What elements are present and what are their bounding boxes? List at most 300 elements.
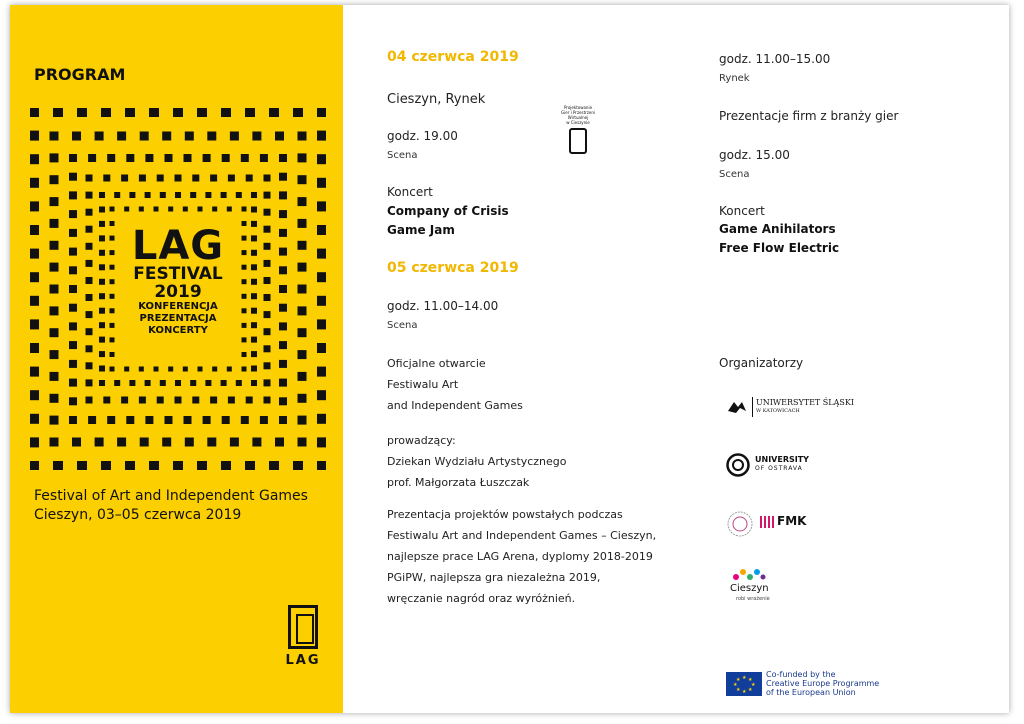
pattern-square — [212, 207, 217, 212]
pattern-square — [190, 192, 196, 198]
pattern-square — [241, 416, 249, 424]
us-emblem-icon — [726, 399, 748, 417]
pattern-square — [69, 210, 77, 218]
pattern-square — [140, 438, 149, 447]
pattern-square — [260, 416, 268, 424]
pattern-square — [317, 131, 326, 141]
pattern-square — [251, 221, 257, 227]
pattern-square — [126, 154, 134, 162]
pattern-square — [264, 175, 271, 182]
pattern-square — [125, 461, 135, 470]
pattern-square — [168, 207, 173, 212]
pattern-square — [129, 380, 135, 386]
pattern-square — [183, 207, 188, 212]
pattern-square — [252, 438, 261, 447]
hosts-line: prowadzący: — [387, 434, 456, 447]
pattern-square — [205, 380, 211, 386]
pattern-square — [50, 153, 59, 162]
pattern-square — [184, 154, 192, 162]
pattern-square — [99, 337, 105, 343]
pattern-square — [197, 108, 207, 117]
pattern-square — [88, 416, 96, 424]
pattern-square — [149, 461, 159, 470]
pattern-square — [279, 210, 287, 218]
presentation-line: najlepsze prace LAG Arena, dyplomy 2018-2019 — [387, 550, 653, 563]
pattern-square — [50, 263, 59, 272]
lag-logo-mark-icon — [288, 605, 318, 649]
pattern-square — [53, 108, 63, 117]
pattern-square — [50, 372, 59, 381]
pattern-square — [110, 323, 115, 328]
pattern-square — [207, 132, 216, 141]
pattern-square — [110, 207, 115, 212]
fmk-bars-icon — [760, 516, 776, 528]
pattern-square — [251, 192, 257, 198]
pattern-square — [264, 397, 271, 404]
cieszyn-hexagons-icon — [732, 568, 766, 582]
pattern-square — [175, 380, 181, 386]
pattern-square — [95, 132, 104, 141]
pattern-square — [50, 175, 59, 184]
pattern-square — [279, 285, 287, 293]
pattern-square — [279, 154, 287, 162]
pattern-square — [264, 345, 271, 352]
pattern-square — [72, 438, 81, 447]
pattern-square — [228, 397, 235, 404]
pattern-square — [69, 322, 77, 330]
pattern-square — [221, 461, 231, 470]
pattern-square — [317, 272, 326, 282]
day2-opening — [387, 353, 523, 416]
festival-dates: Cieszyn, 03–05 czerwca 2019 — [34, 507, 242, 523]
pattern-square — [236, 380, 242, 386]
day2-time: godz. 11.00–14.00 — [387, 299, 499, 313]
pattern-square — [110, 337, 115, 342]
pattern-square — [317, 225, 326, 235]
stamp-line: Gier i Przestrzeni — [560, 110, 596, 115]
pattern-square — [279, 229, 287, 237]
pattern-square — [30, 201, 39, 211]
pattern-square — [69, 397, 77, 405]
pattern-square — [293, 108, 303, 117]
day2-hosts — [387, 430, 567, 493]
pattern-square — [114, 380, 120, 386]
pattern-square — [162, 132, 171, 141]
pattern-square — [317, 390, 326, 400]
festival-name: Festival of Art and Independent Games — [34, 488, 308, 504]
pattern-square — [242, 207, 247, 212]
pattern-square — [86, 209, 93, 216]
pattern-square — [251, 207, 257, 213]
pattern-square — [298, 438, 307, 447]
pattern-square — [317, 154, 326, 164]
cieszyn-logo — [726, 568, 786, 608]
pattern-square — [236, 192, 242, 198]
pattern-square — [245, 461, 255, 470]
pattern-square — [145, 380, 151, 386]
pattern-square — [30, 131, 39, 141]
poster-lag: LAG — [131, 223, 225, 269]
us-divider — [752, 397, 753, 417]
pattern-square — [279, 322, 287, 330]
pattern-square — [298, 306, 307, 315]
pattern-square — [317, 201, 326, 211]
day2-time-concert: godz. 15.00 — [719, 148, 790, 162]
pattern-square — [251, 264, 257, 270]
pattern-square — [69, 360, 77, 368]
pattern-square — [317, 461, 326, 470]
pattern-square — [139, 175, 146, 182]
pattern-square — [298, 328, 307, 337]
pattern-square — [50, 285, 59, 294]
pattern-square — [251, 250, 257, 256]
us-city: W KATOWICACH — [756, 408, 800, 414]
day2-band1: Game Anihilators — [719, 222, 836, 236]
pattern-square — [30, 108, 39, 117]
pattern-square — [99, 279, 105, 285]
pattern-square — [185, 438, 194, 447]
pattern-square — [317, 108, 326, 117]
pattern-square — [298, 372, 307, 381]
pattern-square — [183, 367, 188, 372]
pattern-square — [264, 192, 271, 199]
day1-event-type: Koncert — [387, 185, 433, 199]
pattern-square — [298, 132, 307, 141]
pattern-square — [50, 219, 59, 228]
pattern-square — [251, 380, 257, 386]
day2-venue-rynek: Rynek — [719, 73, 750, 84]
pattern-square — [279, 416, 287, 424]
pattern-square — [251, 322, 257, 328]
pattern-square — [242, 236, 247, 241]
eu-line2: Creative Europe Programme — [766, 679, 880, 688]
day1-time: godz. 19.00 — [387, 129, 458, 143]
pattern-square — [125, 108, 135, 117]
pattern-square — [245, 108, 255, 117]
pattern-square — [30, 249, 39, 259]
day2-venue-scena: Scena — [719, 169, 750, 180]
day1-place: Cieszyn, Rynek — [387, 92, 486, 107]
pattern-square — [279, 304, 287, 312]
pattern-square — [69, 341, 77, 349]
pattern-square — [264, 362, 271, 369]
pattern-square — [210, 175, 217, 182]
pattern-square — [95, 438, 104, 447]
pattern-square — [298, 263, 307, 272]
pattern-square — [242, 279, 247, 284]
lag-logo-text: LAG — [285, 653, 321, 668]
pattern-square — [168, 367, 173, 372]
pattern-square — [251, 235, 257, 241]
pattern-square — [293, 461, 303, 470]
pattern-square — [86, 311, 93, 318]
pattern-square — [175, 175, 182, 182]
pattern-square — [86, 362, 93, 369]
pattern-square — [30, 367, 39, 377]
poster-konferencja: KONFERENCJA — [138, 301, 218, 312]
pattern-square — [140, 132, 149, 141]
pattern-square — [50, 416, 59, 425]
pattern-square — [317, 319, 326, 329]
pattern-square — [53, 461, 63, 470]
pattern-square — [101, 108, 111, 117]
pattern-square — [251, 351, 257, 357]
pattern-square — [298, 219, 307, 228]
pattern-square — [139, 367, 144, 372]
pattern-square — [30, 390, 39, 400]
pattern-square — [86, 260, 93, 267]
pattern-square — [117, 438, 126, 447]
pattern-square — [173, 461, 183, 470]
pattern-square — [221, 192, 227, 198]
pattern-square — [246, 175, 253, 182]
pattern-square — [241, 154, 249, 162]
pattern-square — [222, 154, 230, 162]
pattern-square — [279, 191, 287, 199]
pattern-square — [110, 279, 115, 284]
pattern-square — [50, 241, 59, 250]
pattern-square — [192, 397, 199, 404]
pattern-square — [157, 175, 164, 182]
osu-emblem-icon — [726, 453, 750, 477]
pattern-square — [198, 367, 203, 372]
pattern-square — [72, 132, 81, 141]
pattern-square — [242, 250, 247, 255]
day1-date: 04 czerwca 2019 — [387, 49, 519, 65]
pattern-square — [162, 438, 171, 447]
pattern-square — [317, 249, 326, 259]
fmk-text: FMK — [777, 514, 807, 528]
pattern-square — [269, 108, 279, 117]
pattern-square — [69, 154, 77, 162]
pattern-square — [149, 108, 159, 117]
pattern-square — [30, 272, 39, 282]
pattern-square — [99, 380, 105, 386]
pattern-square — [251, 337, 257, 343]
pattern-square — [165, 154, 173, 162]
pattern-square — [110, 352, 115, 357]
poster-title — [122, 223, 234, 337]
pattern-square — [264, 209, 271, 216]
pattern-square — [251, 308, 257, 314]
pattern-square — [242, 265, 247, 270]
pattern-square — [50, 394, 59, 403]
pattern-square — [251, 293, 257, 299]
day2-companies-event: Prezentacje firm z branży gier — [719, 109, 899, 123]
pattern-square — [175, 192, 181, 198]
pattern-square — [50, 328, 59, 337]
osu-line2: OF OSTRAVA — [755, 465, 803, 472]
pattern-square — [246, 397, 253, 404]
pattern-square — [230, 438, 239, 447]
pattern-square — [69, 285, 77, 293]
pattern-square — [212, 367, 217, 372]
pattern-square — [252, 132, 261, 141]
pattern-square — [99, 264, 105, 270]
pattern-square — [110, 308, 115, 313]
opening-line: Oficjalne otwarcie — [387, 357, 486, 370]
osu-line1: UNIVERSITY — [755, 455, 809, 464]
day1-venue: Scena — [387, 150, 418, 161]
pattern-square — [222, 416, 230, 424]
pattern-square — [103, 397, 110, 404]
pattern-square — [30, 343, 39, 353]
pattern-square — [157, 397, 164, 404]
poster-panel — [10, 5, 343, 713]
pattern-square — [30, 296, 39, 306]
eu-flag-icon: ★ ★ ★ ★ ★ ★ ★ ★ — [726, 672, 762, 696]
pattern-square — [30, 178, 39, 188]
pattern-square — [165, 416, 173, 424]
pattern-square — [298, 350, 307, 359]
pattern-square — [317, 367, 326, 377]
pattern-square — [99, 308, 105, 314]
pattern-square — [317, 178, 326, 188]
eu-text — [766, 670, 879, 697]
pattern-square — [30, 414, 39, 424]
pattern-square — [99, 221, 105, 227]
pattern-square — [99, 351, 105, 357]
hosts-line: Dziekan Wydziału Artystycznego — [387, 455, 567, 468]
university-silesia-logo — [726, 397, 854, 419]
pattern-square — [101, 461, 111, 470]
pattern-square — [242, 337, 247, 342]
opening-line: and Independent Games — [387, 399, 523, 412]
pattern-square — [110, 367, 115, 372]
pattern-square — [279, 379, 287, 387]
pattern-square — [203, 154, 211, 162]
pattern-square — [69, 173, 77, 181]
pattern-square — [86, 397, 93, 404]
pattern-square — [269, 461, 279, 470]
pattern-square — [99, 250, 105, 256]
day2-event-type: Koncert — [719, 204, 765, 218]
pattern-square — [145, 416, 153, 424]
day2-date: 05 czerwca 2019 — [387, 260, 519, 276]
pattern-square — [124, 367, 129, 372]
pattern-square — [121, 175, 128, 182]
pattern-square — [30, 461, 39, 470]
pattern-square — [317, 296, 326, 306]
day1-band2: Game Jam — [387, 223, 455, 237]
hosts-line: prof. Małgorzata Łuszczak — [387, 476, 530, 489]
pattern-square — [69, 266, 77, 274]
pattern-square — [139, 207, 144, 212]
organizers-label: Organizatorzy — [719, 356, 804, 370]
pattern-square — [242, 308, 247, 313]
pattern-square — [107, 416, 115, 424]
pattern-square — [99, 366, 105, 372]
pattern-square — [86, 328, 93, 335]
pattern-square — [264, 243, 271, 250]
pattern-square — [114, 192, 120, 198]
day2-time-rynek: godz. 11.00–15.00 — [719, 52, 831, 66]
eu-line3: of the European Union — [766, 688, 856, 697]
pattern-square — [99, 322, 105, 328]
pattern-square — [264, 294, 271, 301]
pattern-square — [110, 236, 115, 241]
pattern-square — [154, 207, 159, 212]
pgipw-stamp — [558, 105, 598, 163]
pattern-square — [86, 277, 93, 284]
pattern-square — [317, 414, 326, 424]
pattern-square — [103, 175, 110, 182]
pattern-square — [251, 279, 257, 285]
pattern-square — [77, 461, 87, 470]
pattern-square — [184, 416, 192, 424]
pattern-square — [69, 304, 77, 312]
pattern-square — [264, 379, 271, 386]
pattern-square — [99, 207, 105, 213]
pattern-square — [264, 260, 271, 267]
pattern-square — [86, 345, 93, 352]
stamp-line: w Cieszynie — [566, 120, 590, 125]
pattern-square — [50, 197, 59, 206]
pattern-square — [221, 108, 231, 117]
pattern-square — [160, 192, 166, 198]
pattern-square — [124, 207, 129, 212]
pattern-square — [110, 265, 115, 270]
pattern-square — [110, 250, 115, 255]
pattern-square — [77, 108, 87, 117]
pattern-square — [50, 306, 59, 315]
pattern-square — [160, 380, 166, 386]
pattern-square — [107, 154, 115, 162]
pattern-square — [317, 343, 326, 353]
pattern-square — [86, 243, 93, 250]
presentation-line: PGiPW, najlepsza gra niezależna 2019, — [387, 571, 601, 584]
pattern-square — [298, 197, 307, 206]
pattern-square — [190, 380, 196, 386]
cieszyn-tagline: robi wrażenie — [736, 596, 770, 602]
presentation-line: Prezentacja projektów powstałych podczas — [387, 508, 623, 521]
presentation-line: wręczanie nagród oraz wyróżnień. — [387, 592, 576, 605]
pattern-square — [99, 235, 105, 241]
stamp-figure-icon — [569, 128, 587, 154]
day2-band2: Free Flow Electric — [719, 241, 840, 255]
pattern-square — [242, 352, 247, 357]
pattern-square — [260, 154, 268, 162]
program-heading: PROGRAM — [34, 65, 126, 84]
pattern-square — [298, 285, 307, 294]
pattern-square — [69, 191, 77, 199]
cieszyn-text: Cieszyn — [730, 583, 769, 594]
pattern-square — [86, 175, 93, 182]
poster-koncerty: KONCERTY — [148, 325, 208, 336]
pattern-square — [275, 132, 284, 141]
pattern-square — [264, 226, 271, 233]
pattern-square — [86, 294, 93, 301]
pattern-square — [69, 248, 77, 256]
us-name: UNIWERSYTET ŚLĄSKI — [756, 398, 854, 407]
stamp-line: Projektowanie — [563, 105, 593, 110]
pattern-square — [298, 416, 307, 425]
pattern-square — [30, 437, 39, 447]
program-sheet — [10, 5, 1009, 713]
fmk-logo — [726, 511, 826, 537]
pattern-square — [30, 225, 39, 235]
pattern-square — [30, 319, 39, 329]
pattern-square — [185, 132, 194, 141]
pattern-square — [279, 341, 287, 349]
fmk-seal-icon — [726, 511, 756, 537]
pattern-square — [228, 175, 235, 182]
pattern-square — [264, 311, 271, 318]
pattern-square — [317, 437, 326, 447]
day1-band1: Company of Crisis — [387, 204, 509, 218]
opening-line: Festiwalu Art — [387, 378, 459, 391]
pattern-square — [86, 379, 93, 386]
